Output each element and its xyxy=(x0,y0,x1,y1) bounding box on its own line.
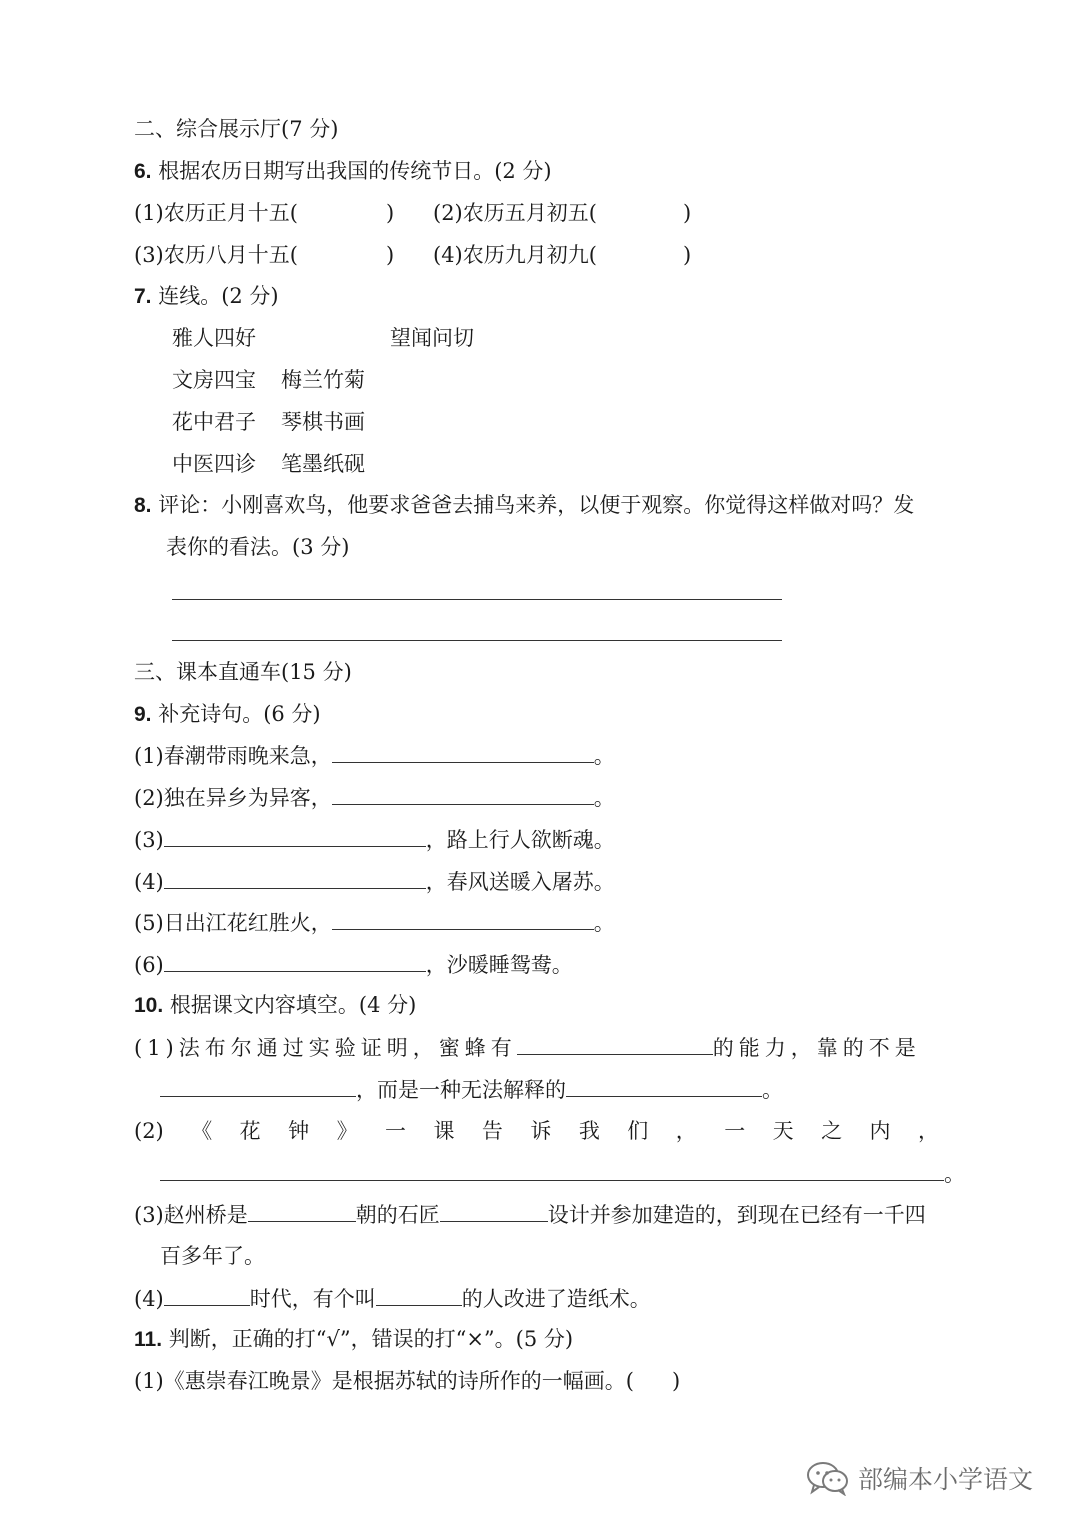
poem-blank[interactable] xyxy=(164,866,426,889)
poem-item-5 xyxy=(134,907,615,938)
question-11 xyxy=(134,1324,573,1355)
question-text: 根据农历日期写出我国的传统节日。(2 分) xyxy=(158,159,552,183)
match-right-2: 梅兰竹菊 xyxy=(281,368,365,392)
fill-char: 花 xyxy=(239,1119,261,1143)
q11-item-1 xyxy=(134,1366,680,1396)
q6-item-3-close: ) xyxy=(385,243,395,267)
poem-item-4 xyxy=(134,866,615,897)
question-6 xyxy=(134,156,552,187)
q6-row-2b xyxy=(433,240,691,270)
fill-text: 。 xyxy=(762,1078,783,1102)
poem-blank[interactable] xyxy=(164,824,426,847)
question-number: 8. xyxy=(134,494,152,517)
fill-char: 钟 xyxy=(288,1119,310,1143)
poem-text: (5)日出江花红胜火， xyxy=(134,911,332,935)
q6-row-1 xyxy=(134,198,394,228)
fill-text: 设计并参加建造的，到现在已经有一千四 xyxy=(547,1203,926,1227)
q10-item-2-cont xyxy=(160,1158,965,1189)
fill-char: 》 xyxy=(336,1119,358,1143)
fill-char: 课 xyxy=(433,1119,455,1143)
match-left-3: 花中君子 xyxy=(172,410,256,434)
fill-blank[interactable] xyxy=(517,1032,713,1055)
q6-item-2-close: ) xyxy=(682,201,692,225)
fill-char: 一 xyxy=(724,1119,746,1143)
fill-char: 告 xyxy=(481,1119,503,1143)
fill-char: 内 xyxy=(869,1119,891,1143)
q6-item-4-close: ) xyxy=(682,243,692,267)
q6-row-1b xyxy=(433,198,691,228)
answer-line-1[interactable] xyxy=(172,599,782,600)
poem-item-6 xyxy=(134,949,573,980)
poem-blank[interactable] xyxy=(164,949,426,972)
fill-char: ， xyxy=(675,1119,697,1143)
fill-text: ，而是一种无法解释的 xyxy=(356,1078,566,1102)
fill-char: (2) xyxy=(134,1119,164,1143)
question-number: 6. xyxy=(134,160,152,183)
poem-item-3 xyxy=(134,824,615,855)
fill-text: 的能力，靠的不是 xyxy=(712,1036,921,1060)
question-9 xyxy=(134,699,321,730)
fill-text: 朝的石匠 xyxy=(355,1203,440,1227)
fill-text: 时代，有个叫 xyxy=(249,1287,376,1311)
q10-item-4 xyxy=(134,1283,651,1314)
match-right-4: 笔墨纸砚 xyxy=(281,452,365,476)
poem-text: (1)春潮带雨晚来急， xyxy=(134,744,332,768)
fill-blank[interactable] xyxy=(160,1074,356,1097)
question-number: 7. xyxy=(134,285,152,308)
judge-close: ) xyxy=(671,1369,681,1393)
q6-row-2 xyxy=(134,240,394,270)
match-left-2: 文房四宝 xyxy=(172,368,256,392)
question-number: 9. xyxy=(134,703,152,726)
poem-text: (4) xyxy=(134,870,164,894)
q10-item-1 xyxy=(134,1032,921,1063)
question-number: 10. xyxy=(134,994,164,1017)
poem-blank[interactable] xyxy=(332,740,594,763)
poem-text: ，春风送暖入屠苏。 xyxy=(425,870,615,894)
match-left-1: 雅人四好 xyxy=(172,326,256,350)
poem-text: ，路上行人欲断魂。 xyxy=(425,828,615,852)
question-text: 补充诗句。(6 分) xyxy=(158,702,321,726)
poem-text: 。 xyxy=(593,911,615,935)
fill-char: 之 xyxy=(821,1119,843,1143)
question-7 xyxy=(134,281,279,312)
fill-char: 诉 xyxy=(530,1119,552,1143)
poem-text: (3) xyxy=(134,828,164,852)
match-right-1: 望闻问切 xyxy=(390,326,474,350)
question-text: 连线。(2 分) xyxy=(158,284,279,308)
q10-item-2 xyxy=(134,1116,939,1146)
fill-blank[interactable] xyxy=(160,1158,944,1181)
fill-char: 们 xyxy=(627,1119,649,1143)
question-text: 判断，正确的打“√”，错误的打“×”。(5 分) xyxy=(168,1327,574,1351)
fill-blank[interactable] xyxy=(248,1199,356,1222)
question-8-cont: 表你的看法。(3 分) xyxy=(166,535,350,559)
fill-text: (4) xyxy=(134,1287,164,1311)
answer-line-2[interactable] xyxy=(172,640,782,641)
fill-char: 《 xyxy=(191,1119,213,1143)
fill-text: 的人改进了造纸术。 xyxy=(461,1287,651,1311)
question-number: 11. xyxy=(134,1328,163,1351)
q10-item-1-cont xyxy=(160,1074,783,1105)
fill-char: 天 xyxy=(772,1119,794,1143)
poem-text: ，沙暖睡鸳鸯。 xyxy=(425,953,573,977)
q6-item-3-label: (3)农历八月十五( xyxy=(134,243,298,267)
wechat-icon xyxy=(806,1460,850,1496)
poem-item-1 xyxy=(134,740,615,771)
section-3-title: 三、课本直通车(15 分) xyxy=(134,660,352,684)
poem-text: 。 xyxy=(593,786,615,810)
poem-text: (2)独在异乡为异客， xyxy=(134,786,332,810)
poem-blank[interactable] xyxy=(332,782,594,805)
q6-item-4-label: (4)农历九月初九( xyxy=(433,243,597,267)
fill-text: (3)赵州桥是 xyxy=(134,1203,248,1227)
q6-item-1-label: (1)农历正月十五( xyxy=(134,201,298,225)
q6-item-2-label: (2)农历五月初五( xyxy=(433,201,597,225)
poem-text: 。 xyxy=(593,744,615,768)
fill-char: 我 xyxy=(578,1119,600,1143)
fill-text: (1)法布尔通过实验证明，蜜蜂有 xyxy=(134,1036,517,1060)
q10-item-3-cont: 百多年了。 xyxy=(160,1244,265,1268)
fill-char: ， xyxy=(918,1119,939,1143)
poem-blank[interactable] xyxy=(332,907,594,930)
question-text: 根据课文内容填空。(4 分) xyxy=(169,993,417,1017)
fill-blank[interactable] xyxy=(164,1283,250,1306)
fill-text: 。 xyxy=(944,1162,965,1186)
section-2-title: 二、综合展示厅(7 分) xyxy=(134,117,339,141)
watermark-text: 部编本小学语文 xyxy=(858,1465,1034,1494)
fill-blank[interactable] xyxy=(566,1074,762,1097)
fill-blank[interactable] xyxy=(440,1199,548,1222)
fill-char: 一 xyxy=(385,1119,407,1143)
judge-text: (1)《惠崇春江晚景》是根据苏轼的诗所作的一幅画。( xyxy=(134,1369,634,1393)
poem-text: (6) xyxy=(134,953,164,977)
match-right-3: 琴棋书画 xyxy=(281,410,365,434)
fill-blank[interactable] xyxy=(376,1283,462,1306)
q6-item-1-close: ) xyxy=(385,201,395,225)
q10-item-3 xyxy=(134,1199,926,1230)
question-8 xyxy=(134,490,914,521)
watermark xyxy=(806,1458,1033,1498)
question-10 xyxy=(134,990,416,1021)
question-text: 评论：小刚喜欢鸟，他要求爸爸去捕鸟来养，以便于观察。你觉得这样做对吗？发 xyxy=(158,493,915,517)
poem-item-2 xyxy=(134,782,615,813)
match-left-4: 中医四诊 xyxy=(172,452,256,476)
